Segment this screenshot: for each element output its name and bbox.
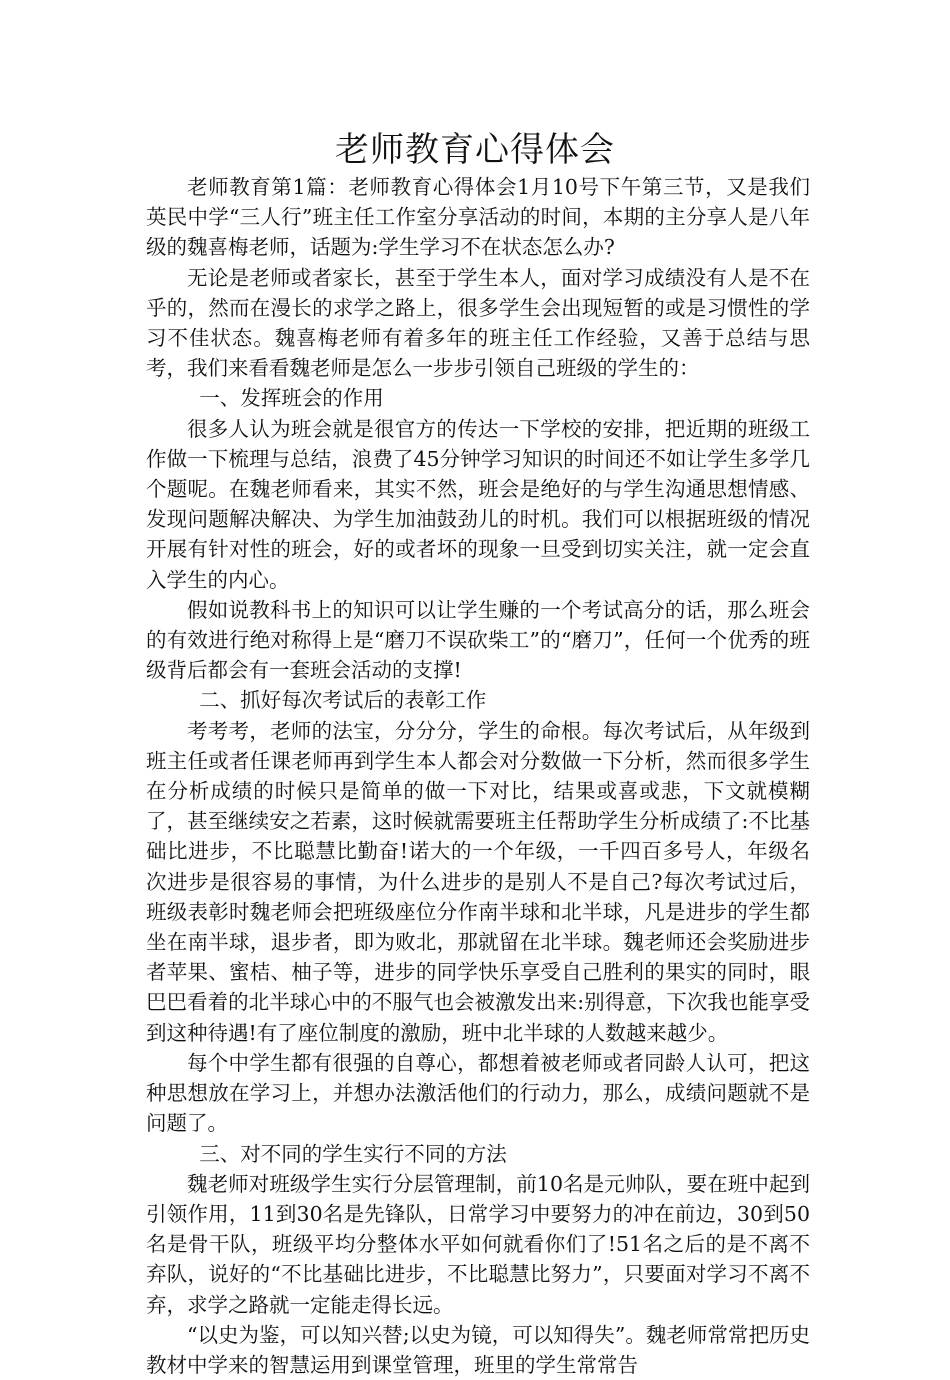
paragraph: 每个中学生都有很强的自尊心，都想着被老师或者同龄人认可，把这种思想放在学习上，并想办法激活他们的行动力，那么，成绩问题就不是问题了。 [146, 1050, 810, 1136]
paragraph: 老师教育第1篇：老师教育心得体会1月10号下午第三节，又是我们英民中学“三人行”班主任工作室分享活动的时间，本期的主分享人是八年级的魏喜梅老师，话题为:学生学习不在状态怎么办? [146, 175, 810, 260]
section-heading: 一、发挥班会的作用 [199, 386, 384, 411]
paragraph: 考考考，老师的法宝，分分分，学生的命根。每次考试后，从年级到班主任或者任课老师再到学生本人都会对分数做一下分析，然而很多学生在分析成绩的时候只是简单的做一下对比，结果或喜或悲，下文就模糊了，甚至继续安之若素，这时候就需要班主任帮助学生分析成绩了:不比基础比进步，不比聪慧比勤奋!诺大的一个年级，一千四百多号人，年级名次进步是很容易的事情，为什么进步的是别人不是自己?每次考试过后，班级表彰时魏老师会把班级座位分作南半球和北半球，凡是进步的学生都坐在南半球，退步者，即为败北，那就留在北半球。魏老师还会奖励进步者苹果、蜜桔、柚子等，进步的同学快乐享受自己胜利的果实的同时，眼巴巴看着的北半球心中的不服气也会被激发出来:别得意，下次我也能享受到这种待遇!有了座位制度的激励，班中北半球的人数越来越少。 [146, 718, 810, 1045]
document-body [146, 172, 810, 1380]
section-heading: 三、对不同的学生实行不同的方法 [199, 1141, 507, 1166]
section-heading: 二、抓好每次考试后的表彰工作 [199, 688, 487, 713]
paragraph: 魏老师对班级学生实行分层管理制，前10名是元帅队，要在班中起到引领作用，11到30名是先锋队，日常学习中要努力的冲在前边，30到50名是骨干队，班级平均分整体水平如何就看你们了!51名之后的是不离不弃队，说好的“不比基础比进步，不比聪慧比努力”，只要面对学习不离不弃，求学之路就一定能走得长远。 [146, 1171, 810, 1317]
document-title: 老师教育心得体会 [335, 130, 615, 170]
paragraph: 无论是老师或者家长，甚至于学生本人，面对学习成绩没有人是不在乎的，然而在漫长的求学之路上，很多学生会出现短暂的或是习惯性的学习不佳状态。魏喜梅老师有着多年的班主任工作经验，又善于总结与思考，我们来看看魏老师是怎么一步步引领自己班级的学生的： [146, 265, 810, 381]
paragraph: 假如说教科书上的知识可以让学生赚的一个考试高分的话，那么班会的有效进行绝对称得上是“磨刀不误砍柴工”的“磨刀”，任何一个优秀的班级背后都会有一套班会活动的支撑! [146, 597, 810, 683]
paragraph: “以史为鉴，可以知兴替;以史为镜，可以知得失”。魏老师常常把历史教材中学来的智慧运用到课堂管理，班里的学生常常告 [146, 1322, 810, 1377]
paragraph: 很多人认为班会就是很官方的传达一下学校的安排，把近期的班级工作做一下梳理与总结，浪费了45分钟学习知识的时间还不如让学生多学几个题呢。在魏老师看来，其实不然，班会是绝好的与学生沟通思想情感、发现问题解决解决、为学生加油鼓劲儿的时机。我们可以根据班级的情况开展有针对性的班会，好的或者坏的现象一旦受到切实关注，就一定会直入学生的内心。 [146, 416, 810, 592]
